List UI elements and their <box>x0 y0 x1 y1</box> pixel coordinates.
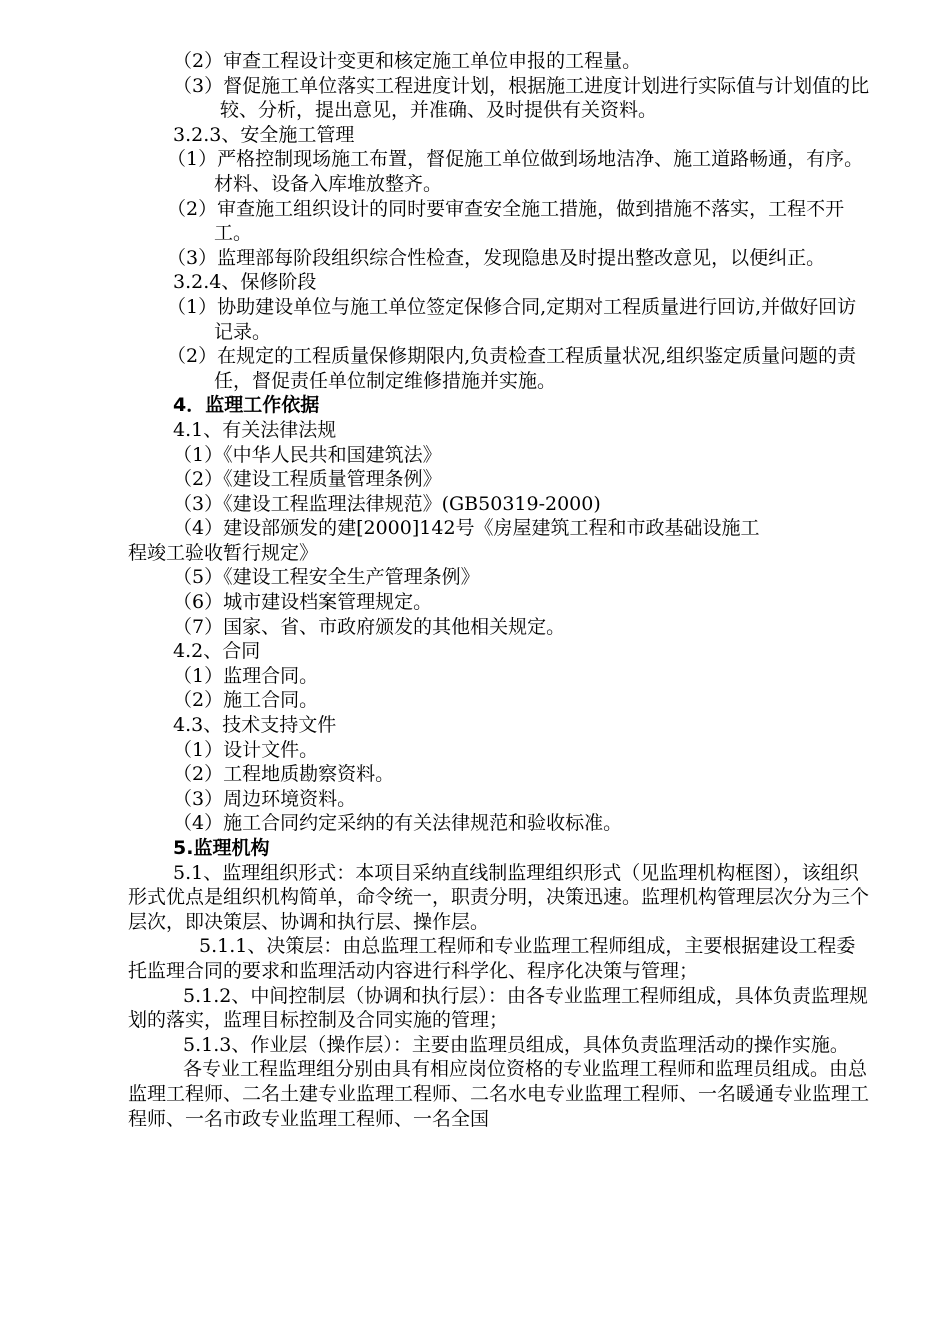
list-item: （3）《建设工程监理法律规范》(GB50319-2000) <box>173 492 601 515</box>
chapter-heading: 5.监理机构 <box>173 837 270 859</box>
item-text: （1）严格控制现场施工布置，督促施工单位做到场地洁净、施工道路畅通，有序。材料、设备入库堆放整齐。 <box>167 148 864 195</box>
item-text: （2）审查施工组织设计的同时要审查安全施工措施，做到措施不落实，工程不开工。 <box>167 197 845 245</box>
list-item: （2）施工合同。 <box>173 689 319 712</box>
list-item <box>128 74 870 123</box>
list-item <box>128 344 870 393</box>
item-text: （3）监理部每阶段组织综合性检查，发现隐患及时提出整改意见，以便纠正。 <box>167 246 826 269</box>
list-item: （2）《建设工程质量管理条例》 <box>173 468 442 491</box>
paragraph: 5.1.2、中间控制层（协调和执行层）：由各专业监理工程师组成，具体负责监理规划的落实，监理目标控制及合同实施的管理； <box>128 984 868 1032</box>
list-item <box>128 197 870 246</box>
paragraph: 各专业工程监理组分别由具有相应岗位资格的专业监理工程师和监理员组成。由总监理工程师、二名土建专业监理工程师、二名水电专业监理工程师、一名暖通专业监理工程师、一名市政专业监理工程师、一名全国 <box>128 1058 870 1130</box>
list-item: （2）审查工程设计变更和核定施工单位申报的工程量。 <box>173 50 642 72</box>
list-item: （1）监理合同。 <box>173 664 319 687</box>
item-text: （1）协助建设单位与施工单位签定保修合同,定期对工程质量进行回访,并做好回访记录。 <box>167 295 857 343</box>
paragraph: 5.1.3、作业层（操作层）：主要由监理员组成，具体负责监理活动的操作实施。 <box>183 1033 849 1056</box>
list-item-continuation: 程竣工验收暂行规定》 <box>128 541 319 564</box>
item-text: （2）在规定的工程质量保修期限内,负责检查工程质量状况,组织鉴定质量问题的责任，督促责任单位制定维修措施并实施。 <box>167 345 857 392</box>
paragraph: 5.1、监理组织形式：本项目采纳直线制监理组织形式（见监理机构框图），该组织形式优点是组织机构简单，命令统一，职责分明，决策迅速。监理机构管理层次分为三个层次，即决策层、协调和执行层、操作层。 <box>128 861 870 933</box>
list-item: （2）工程地质勘察资料。 <box>173 763 395 786</box>
list-item: （3）周边环境资料。 <box>173 787 357 810</box>
list-item: （4）建设部颁发的建[2000]142号《房屋建筑工程和市政基础设施工 <box>173 517 760 540</box>
section-heading: 3.2.4、保修阶段 <box>173 271 317 294</box>
section-heading: 4.2、合同 <box>173 640 261 663</box>
list-item: （7）国家、省、市政府颁发的其他相关规定。 <box>173 615 566 638</box>
list-item: （1）《中华人民共和国建筑法》 <box>173 443 442 466</box>
list-item <box>128 246 870 271</box>
list-item: （5）《建设工程安全生产管理条例》 <box>173 566 480 589</box>
list-item <box>128 295 870 344</box>
chapter-heading: 4．监理工作依据 <box>173 394 320 417</box>
section-heading: 3.2.3、安全施工管理 <box>173 123 355 146</box>
item-text: （3）督促施工单位落实工程进度计划，根据施工进度计划进行实际值与计划值的比较、分析，提出意见，并准确、及时提供有关资料。 <box>173 74 870 122</box>
list-item: （6）城市建设档案管理规定。 <box>173 591 433 614</box>
list-item: （1）设计文件。 <box>173 738 319 761</box>
section-heading: 4.1、有关法律法规 <box>173 418 337 441</box>
paragraph: 5.1.1、决策层：由总监理工程师和专业监理工程师组成，主要根据建设工程委托监理合同的要求和监理活动内容进行科学化、程序化决策与管理； <box>128 935 856 982</box>
list-item: （4）施工合同约定采纳的有关法律规范和验收标准。 <box>173 812 623 835</box>
list-item <box>128 147 870 196</box>
section-heading: 4.3、技术支持文件 <box>173 714 337 737</box>
